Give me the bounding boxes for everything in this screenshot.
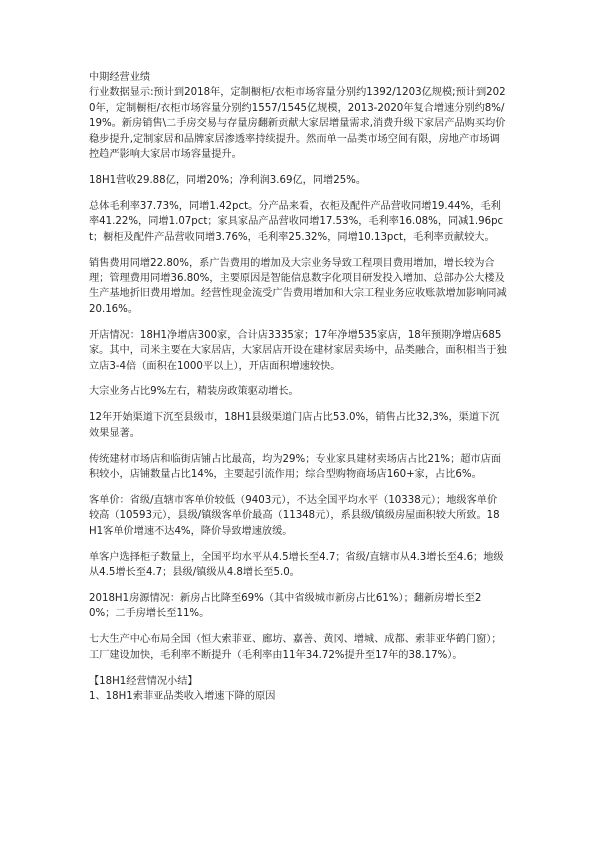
paragraph-housing-source: 2018H1房源情况：新房占比降至69%（其中省级城市新房占比61%）；翻新房增长至20%；二手房增长至11%。 xyxy=(89,592,482,620)
paragraph-unit-price: 客单价：省级/直辖市客单价较低（9403元），不达全国平均水平（10338元）；地级客单价较高（10593元），县级/镇级客单价最高（11348元），系县级/镇级房屋面积较大所致。18H1客单价增速不达4%，降价导致增速放缓。 xyxy=(89,494,500,537)
paragraph-revenue: 18H1营收29.88亿，同增20%；净利润3.69亿，同增25%。 xyxy=(89,174,367,186)
summary-item: 1、18H1索菲亚品类收入增速下降的原因 xyxy=(89,691,276,702)
summary-heading: 【18H1经营情况小结】 xyxy=(89,675,198,687)
paragraph-stores: 开店情况：18H1净增店300家，合计店3335家；17年净增535家店，18年预期净增店685家。其中，司米主要在大家居店，大家居店开设在建材家居卖场中，品类融合，面积相当于独立店3-4倍（面积在1000平以上），开店面积增速较快。 xyxy=(89,329,507,372)
section-title: 中期经营业绩 xyxy=(89,72,151,83)
paragraph-expenses: 销售费用同增22.80%，系广告费用的增加及大宗业务导致工程项目费用增加，增长较为合理；管理费用同增36.80%，主要原因是智能信息数字化项目研发投入增加、总部办公大楼及生产基地折旧费用增加。经营性现金流受广告费用增加和大宗工程业务应收账款增加影响同减20.16%。 xyxy=(89,257,507,315)
paragraph-cabinet-count: 单客户选择柜子数量上，全国平均水平从4.5增长至4.7；省级/直辖市从4.3增长至4.6；地级从4.5增长至4.7；县级/镇级从4.8增长至5.0。 xyxy=(89,551,504,579)
paragraph-margin: 总体毛利率37.73%，同增1.42pct。分产品来看，衣柜及配件产品营收同增19.44%，毛利率41.22%，同增1.07pct；家具家品产品营收同增17.53%，毛利率16.08%，同减1.96pct；橱柜及配件产品营收同增3.76%，毛利率25.32%，同增10.13pct，毛利率贡献较大。 xyxy=(89,200,504,243)
paragraph-store-types: 传统建材市场店和临街店铺占比最高，均为29%；专业家具建材卖场店占比21%；超市店面积较小，店铺数量占比14%，主要起引流作用；综合型购物商场店160+家，占比6%。 xyxy=(89,453,502,481)
paragraph-bulk-business: 大宗业务占比9%左右，精装房政策驱动增长。 xyxy=(89,386,299,398)
paragraph-industry: 行业数据显示:预计到2018年，定制橱柜/衣柜市场容量分别约1392/1203亿规模;预计到2020年，定制橱柜/衣柜市场容量分别约1557/1545亿规模，2013-2020年复合增速分别约8%/19%。新房销售\二手房交易与存量房翻新贡献大家居增量需求,消费升级下家居产品购买均价稳步提升,定制家居和品牌家居渗透率持续提升。然而单一品类市场空间有限，房地产市场调控趋严影响大家居市场容量提升。 xyxy=(89,87,506,161)
paragraph-channel: 12年开始渠道下沉至县级市，18H1县级渠道门店占比53.0%，销售占比32,3%，渠道下沉效果显著。 xyxy=(89,412,500,439)
paragraph-production: 七大生产中心布局全国（恒大索菲亚、廊坊、嘉善、黄冈、增城、成都、索菲亚华鹤门窗）；工厂建设加快，毛利率不断提升（毛利率由11年34.72%提升至17年的38.17%）。 xyxy=(89,634,502,661)
